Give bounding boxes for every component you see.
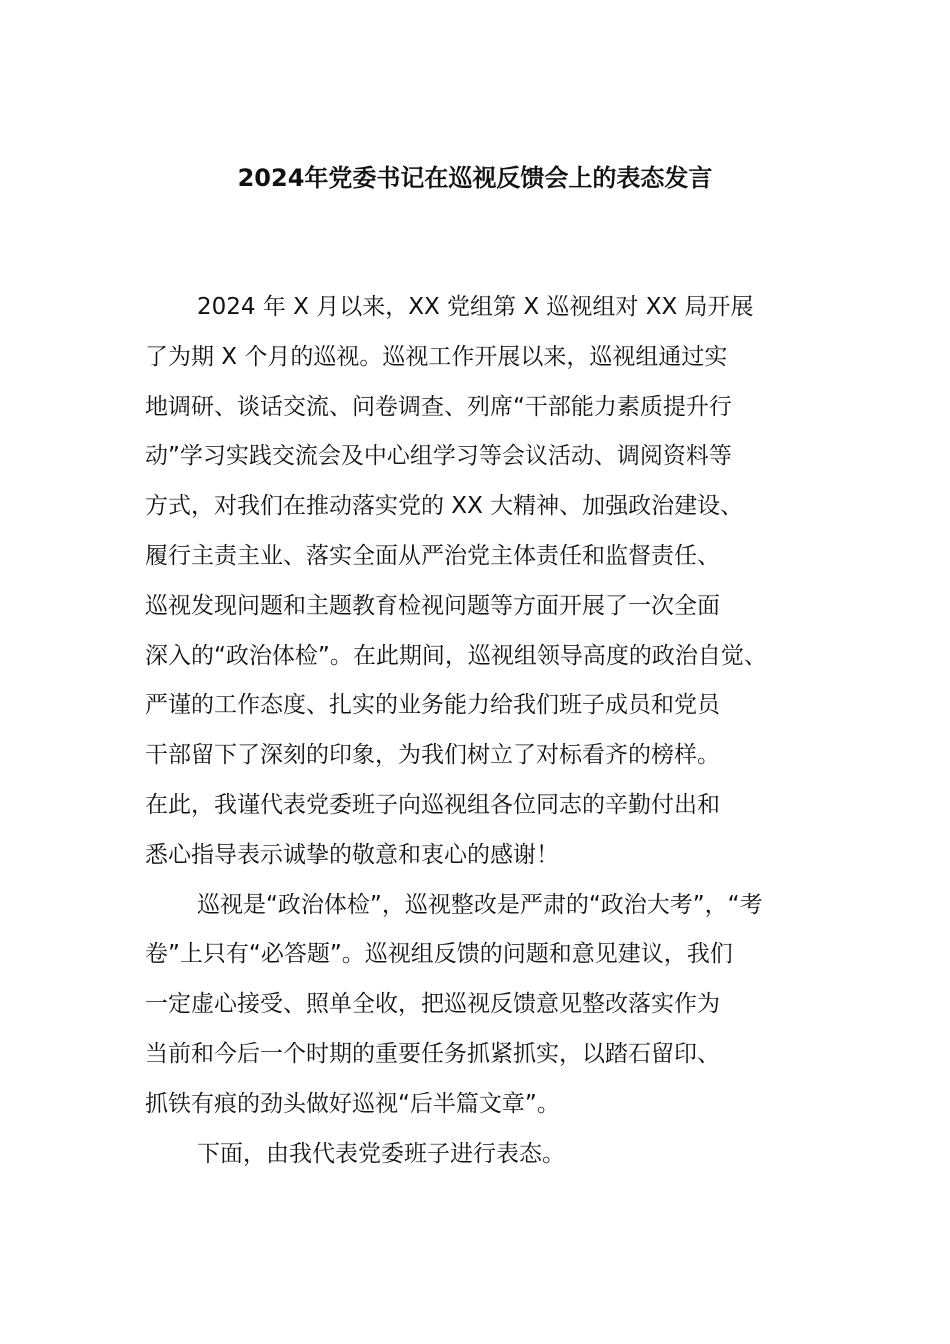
paragraph-line: 履行主责主业、落实全面从严治党主体责任和监督责任、 <box>145 542 720 569</box>
paragraph-line: 干部留下了深刻的印象，为我们树立了对标看齐的榜样。 <box>145 742 720 769</box>
document-title: 2024年党委书记在巡视反馈会上的表态发言 <box>237 164 713 192</box>
paragraph-line: 了为期 X 个月的巡视。巡视工作开展以来，巡视组通过实 <box>145 343 728 370</box>
paragraph-line: 在此，我谨代表党委班子向巡视组各位同志的辛勤付出和 <box>145 791 720 818</box>
paragraph-line: 一定虚心接受、照单全收，把巡视反馈意见整改落实作为 <box>145 991 720 1018</box>
paragraph-line: 卷”上只有“必答题”。巡视组反馈的问题和意见建议，我们 <box>145 941 733 968</box>
paragraph-line: 悉心指导表示诚挚的敬意和衷心的感谢！ <box>145 841 559 868</box>
paragraph-1 <box>145 283 820 881</box>
paragraph-line: 严谨的工作态度、扎实的业务能力给我们班子成员和党员 <box>145 692 720 719</box>
paragraph-line: 方式，对我们在推动落实党的 XX 大精神、加强政治建设、 <box>145 493 744 520</box>
paragraph-line: 巡视是“政治体检”，巡视整改是严肃的“政治大考”，“考 <box>197 891 763 918</box>
paragraph-line: 2024 年 X 月以来，XX 党组第 X 巡视组对 XX 局开展 <box>197 294 754 320</box>
paragraph-2 <box>145 881 820 1130</box>
paragraph-line: 下面，由我代表党委班子进行表态。 <box>197 1140 565 1167</box>
paragraph-line: 地调研、谈话交流、问卷调查、列席“干部能力素质提升行 <box>145 393 732 420</box>
document-body <box>145 283 820 1179</box>
paragraph-line: 巡视发现问题和主题教育检视问题等方面开展了一次全面 <box>145 592 720 619</box>
paragraph-line: 深入的“政治体检”。在此期间，巡视组领导高度的政治自觉、 <box>145 642 767 669</box>
paragraph-line: 抓铁有痕的劲头做好巡视“后半篇文章”。 <box>145 1090 560 1117</box>
paragraph-line: 动”学习实践交流会及中心组学习等会议活动、调阅资料等 <box>145 443 732 470</box>
paragraph-line: 当前和今后一个时期的重要任务抓紧抓实，以踏石留印、 <box>145 1040 720 1067</box>
paragraph-3 <box>145 1130 820 1180</box>
